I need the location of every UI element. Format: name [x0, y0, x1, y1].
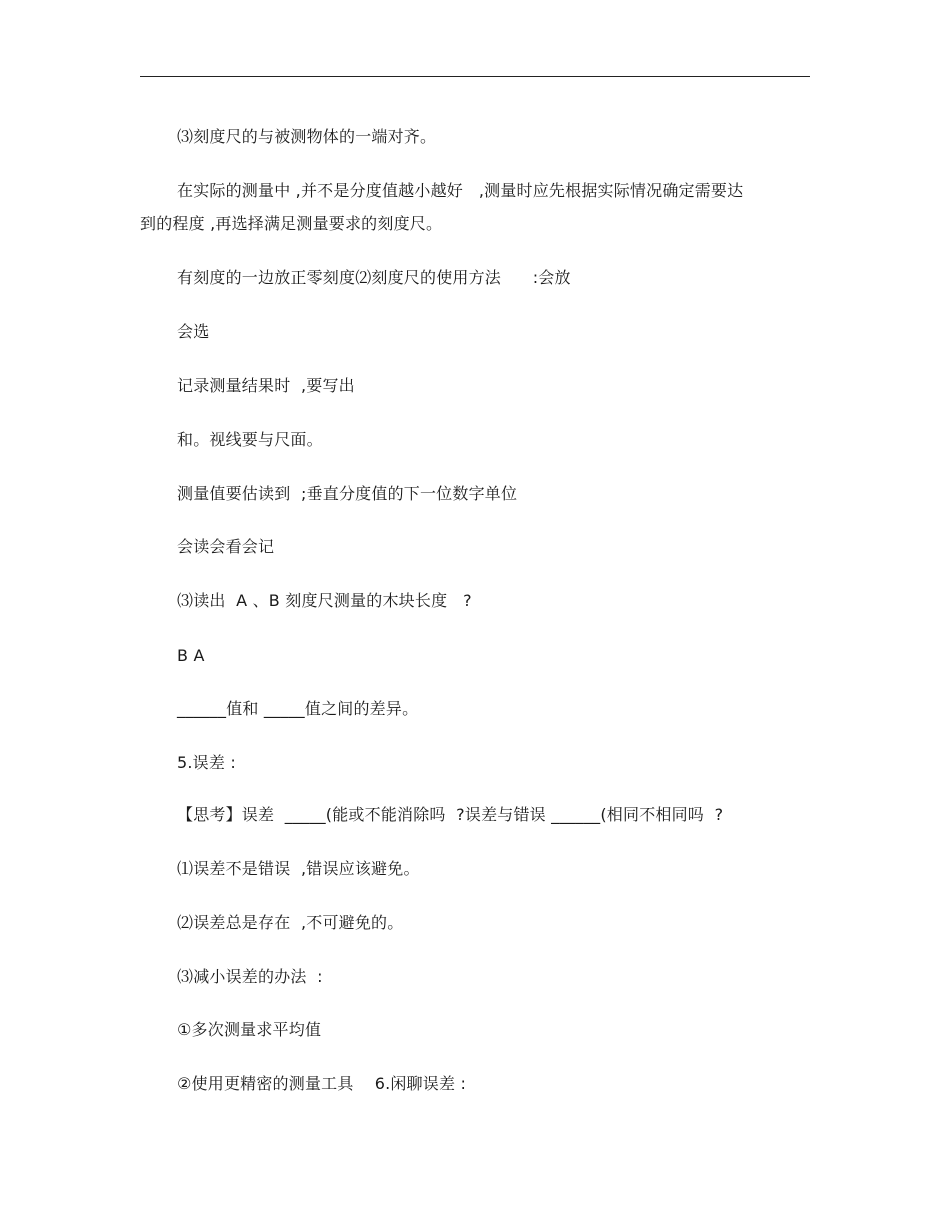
- text-line: ⑶减小误差的办法 :: [177, 967, 323, 986]
- text-line: ______值和 _____值之间的差异。: [177, 699, 419, 718]
- text-line: 和。视线要与尺面。: [177, 430, 323, 449]
- text-line: 有刻度的一边放正零刻度⑵刻度尺的使用方法 :会放: [177, 268, 571, 287]
- text-line: 会选: [177, 322, 210, 341]
- text-line: ⑴误差不是错误 ,错误应该避免。: [177, 859, 420, 878]
- text-line: 记录测量结果时 ,要写出: [177, 376, 355, 395]
- header-rule: [140, 76, 810, 77]
- text-line: 5.误差 :: [177, 753, 236, 772]
- text-line: 到的程度 ,再选择满足测量要求的刻度尺。: [140, 214, 443, 233]
- text-line: 【思考】误差 _____(能或不能消除吗 ?误差与错误 ______(相同不相同吗 ?: [177, 805, 724, 824]
- text-line: 会读会看会记: [177, 537, 275, 556]
- text-line: ②使用更精密的测量工具 6.闲聊误差 :: [177, 1074, 467, 1093]
- text-line: ⑶刻度尺的与被测物体的一端对齐。: [177, 127, 437, 146]
- text-line: 测量值要估读到 ;垂直分度值的下一位数字单位: [177, 484, 518, 503]
- text-line: 在实际的测量中 ,并不是分度值越小越好 ,测量时应先根据实际情况确定需要达: [177, 181, 744, 200]
- text-line: ⑶读出 A 、B 刻度尺测量的木块长度 ?: [177, 591, 472, 610]
- text-line: B A: [177, 646, 205, 665]
- text-line: ①多次测量求平均值: [177, 1020, 322, 1039]
- text-line: ⑵误差总是存在 ,不可避免的。: [177, 913, 404, 932]
